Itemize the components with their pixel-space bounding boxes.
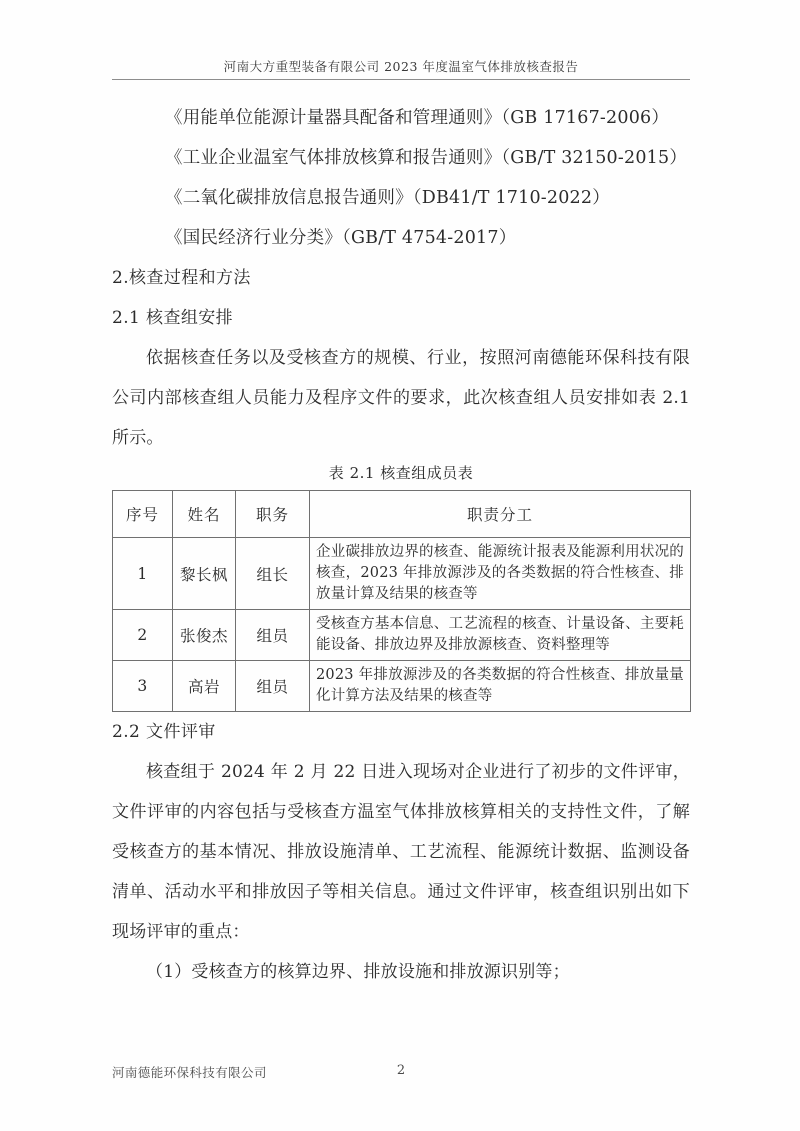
reference-item: 《工业企业温室气体排放核算和报告通则》（GB/T 32150-2015）: [165, 148, 688, 168]
table-row: [113, 661, 691, 712]
column-header-duty: 职责分工: [310, 491, 691, 538]
section-heading-2: 2.核查过程和方法: [112, 268, 251, 288]
page-footer: [112, 1063, 690, 1083]
table-caption: 表 2.1 核查组成员表: [328, 464, 474, 482]
section-2-2-paragraph: 核查组于 2024 年 2 月 22 日进入现场对企业进行了初步的文件评审，文件评审的内容包括与受核查方温室气体排放核算相关的支持性文件，了解受核查方的基本情况、排放设施清单、工艺流程、能源统计数据、监测设备清单、活动水平和排放因子等相关信息。通过文件评审，核查组识别出如下现场评审的重点：: [112, 762, 690, 942]
cell-duty: 企业碳排放边界的核查、能源统计报表及能源利用状况的核查，2023 年排放源涉及的各类数据的符合性核查、排放量计算及结果的核查等: [310, 538, 691, 610]
section-2-2-item-1: （1）受核查方的核算边界、排放设施和排放源识别等；: [146, 962, 570, 982]
review-team-table: [112, 490, 691, 712]
cell-name: 高岩: [173, 661, 236, 712]
footer-page-number: 2: [396, 1063, 406, 1078]
section-heading-2-2: 2.2 文件评审: [112, 722, 216, 742]
cell-role: 组员: [236, 661, 310, 712]
running-header-title: 河南大方重型装备有限公司 2023 年度温室气体排放核查报告: [223, 59, 579, 74]
section-heading-2-1: 2.1 核查组安排: [112, 308, 234, 328]
cell-duty: 2023 年排放源涉及的各类数据的符合性核查、排放量量化计算方法及结果的核查等: [310, 661, 691, 712]
reference-item: 《用能单位能源计量器具配备和管理通则》（GB 17167-2006）: [165, 108, 670, 128]
running-header-rule: [112, 79, 690, 80]
column-header-role: 职务: [236, 491, 310, 538]
reference-item: 《国民经济行业分类》（GB/T 4754-2017）: [165, 228, 517, 248]
table-header-row: [113, 491, 691, 538]
cell-index: 1: [113, 538, 173, 610]
cell-name: 张俊杰: [173, 610, 236, 661]
running-header: [112, 58, 690, 80]
cell-name: 黎长枫: [173, 538, 236, 610]
cell-role: 组长: [236, 538, 310, 610]
footer-company: 河南德能环保科技有限公司: [112, 1065, 267, 1080]
table-row: [113, 538, 691, 610]
column-header-name: 姓名: [173, 491, 236, 538]
reference-item: 《二氧化碳排放信息报告通则》（DB41/T 1710-2022）: [165, 188, 610, 208]
section-2-1-paragraph: 依据核查任务以及受核查方的规模、行业，按照河南德能环保科技有限公司内部核查组人员能力及程序文件的要求，此次核查组人员安排如表 2.1 所示。: [112, 348, 690, 448]
cell-duty: 受核查方基本信息、工艺流程的核查、计量设备、主要耗能设备、排放边界及排放源核查、资料整理等: [310, 610, 691, 661]
cell-role: 组员: [236, 610, 310, 661]
document-body: [112, 98, 690, 992]
cell-index: 3: [113, 661, 173, 712]
table-row: [113, 610, 691, 661]
cell-index: 2: [113, 610, 173, 661]
column-header-index: 序号: [113, 491, 173, 538]
